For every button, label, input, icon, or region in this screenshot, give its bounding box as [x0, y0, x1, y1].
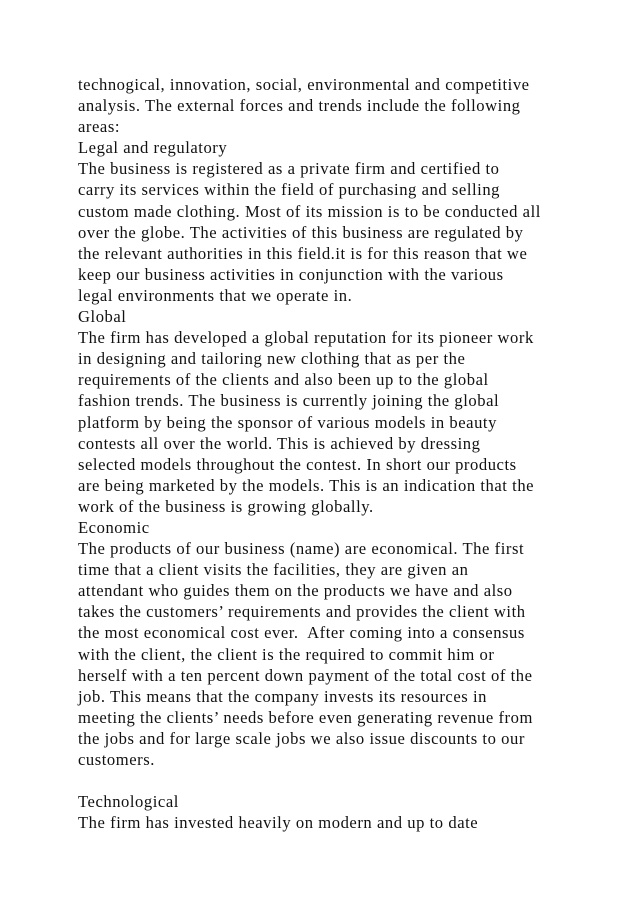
text-line: the jobs and for large scale jobs we also issue discounts to our — [78, 728, 525, 748]
text-line: legal environments that we operate in. — [78, 285, 353, 305]
text-line: analysis. The external forces and trends include the following — [78, 96, 521, 116]
text-line: selected models throughout the contest. In short our products — [78, 454, 517, 474]
text-line: takes the customers’ requirements and provides the client with — [78, 602, 526, 622]
section-heading-legal-and-regulatory: Legal and regulatory — [78, 138, 228, 158]
text-line: the relevant authorities in this field.it is for this reason that we — [78, 243, 528, 263]
text-line: are being marketed by the models. This is an indication that the — [78, 475, 535, 495]
text-line: contests all over the world. This is achieved by dressing — [78, 433, 481, 453]
text-line: carry its services within the field of purchasing and selling — [78, 180, 501, 200]
text-line: time that a client visits the facilities, they are given an — [78, 560, 469, 580]
text-line: keep our business activities in conjunction with the various — [78, 264, 504, 284]
text-line: platform by being the sponsor of various models in beauty — [78, 412, 497, 432]
text-line: custom made clothing. Most of its mission is to be conducted all — [78, 201, 541, 221]
text-line: with the client, the client is the required to commit him or — [78, 644, 495, 664]
text-line: work of the business is growing globally. — [78, 496, 374, 516]
text-line: The products of our business (name) are economical. The first — [78, 539, 525, 559]
text-line: attendant who guides them on the products we have and also — [78, 581, 513, 601]
text-line: in designing and tailoring new clothing that as per the — [78, 349, 466, 369]
section-heading-technological: Technological — [78, 792, 179, 812]
text-line: The firm has developed a global reputation for its pioneer work — [78, 328, 534, 348]
text-line: herself with a ten percent down payment of the total cost of the — [78, 665, 533, 685]
text-line: fashion trends. The business is currently joining the global — [78, 391, 500, 411]
blank-line — [78, 770, 630, 791]
text-line: customers. — [78, 750, 155, 769]
text-line: job. This means that the company invests its resources in — [78, 686, 487, 706]
text-line: areas: — [78, 117, 120, 137]
text-line: over the globe. The activities of this business are regulated by — [78, 222, 524, 242]
text-line: meeting the clients’ needs before even generating revenue from — [78, 707, 533, 727]
section-heading-economic: Economic — [78, 517, 150, 537]
section-heading-global: Global — [78, 307, 127, 327]
text-line: The business is registered as a private firm and certified to — [78, 159, 500, 179]
text-line: The firm has invested heavily on modern and up to date — [78, 813, 479, 833]
text-line: requirements of the clients and also been up to the global — [78, 370, 489, 390]
document-page — [78, 74, 630, 833]
text-line: technogical, innovation, social, environmental and competitive — [78, 75, 530, 94]
text-line: the most economical cost ever. After coming into a consensus — [78, 623, 525, 643]
